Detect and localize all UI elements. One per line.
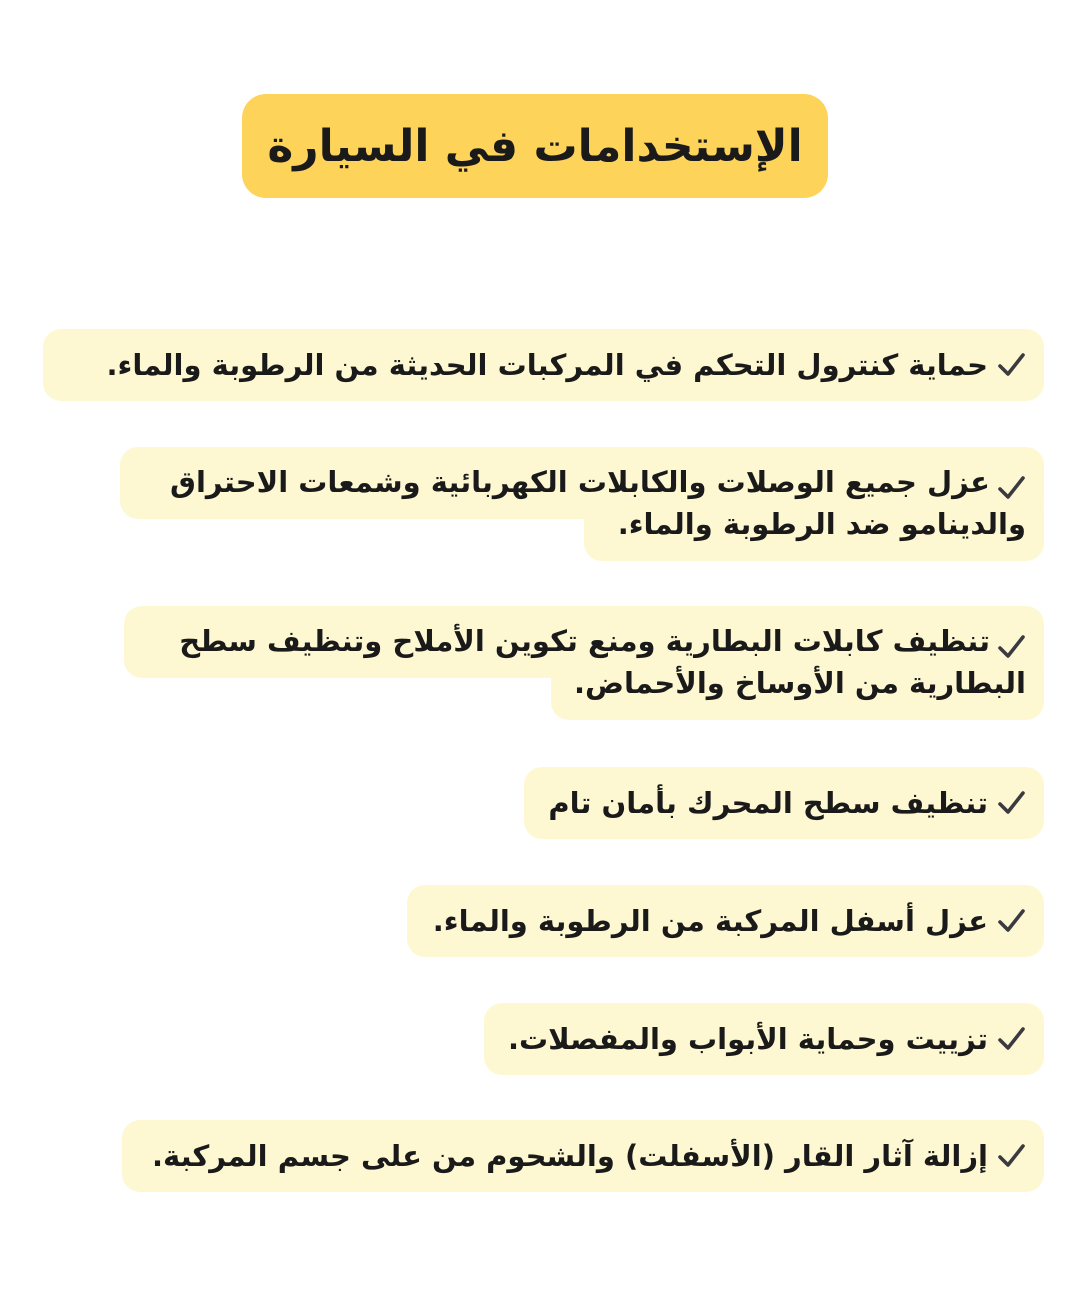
list-item-text: تنظيف سطح المحرك بأمان تام [548, 786, 988, 820]
list-item-text: إزالة آثار القار (الأسفلت) والشحوم من على جسم المركبة. [151, 1139, 988, 1173]
check-icon [996, 906, 1026, 936]
list-item-text: حماية كنترول التحكم في المركبات الحديثة من الرطوبة والماء. [106, 348, 988, 382]
list-item-2 [120, 447, 1044, 561]
check-icon [996, 1024, 1026, 1054]
list-item-text: عزل أسفل المركبة من الرطوبة والماء. [432, 904, 988, 938]
list-item-text-line1: عزل جميع الوصلات والكابلات الكهربائية وشمعات الاحتراق [170, 465, 990, 499]
check-icon [996, 350, 1026, 380]
list-item-text-line2: والدينامو ضد الرطوبة والماء. [617, 507, 1026, 541]
list-item-text-line2: البطارية من الأوساخ والأحماض. [573, 666, 1026, 700]
list-item-7 [122, 1120, 1044, 1192]
list-item-5 [407, 885, 1044, 957]
check-icon [996, 1141, 1026, 1171]
list-item-6 [484, 1003, 1044, 1075]
list-item-1 [43, 329, 1044, 401]
check-icon [996, 473, 1026, 503]
check-icon [996, 632, 1026, 662]
list-item-text: تزييت وحماية الأبواب والمفصلات. [508, 1022, 988, 1056]
list-item-4 [524, 767, 1044, 839]
list-item-text-line1: تنظيف كابلات البطارية ومنع تكوين الأملاح وتنظيف سطح [179, 624, 990, 658]
list-item-3 [124, 606, 1044, 720]
check-icon [996, 788, 1026, 818]
title-banner [242, 94, 828, 198]
page-title: الإستخدامات في السيارة [267, 120, 803, 172]
